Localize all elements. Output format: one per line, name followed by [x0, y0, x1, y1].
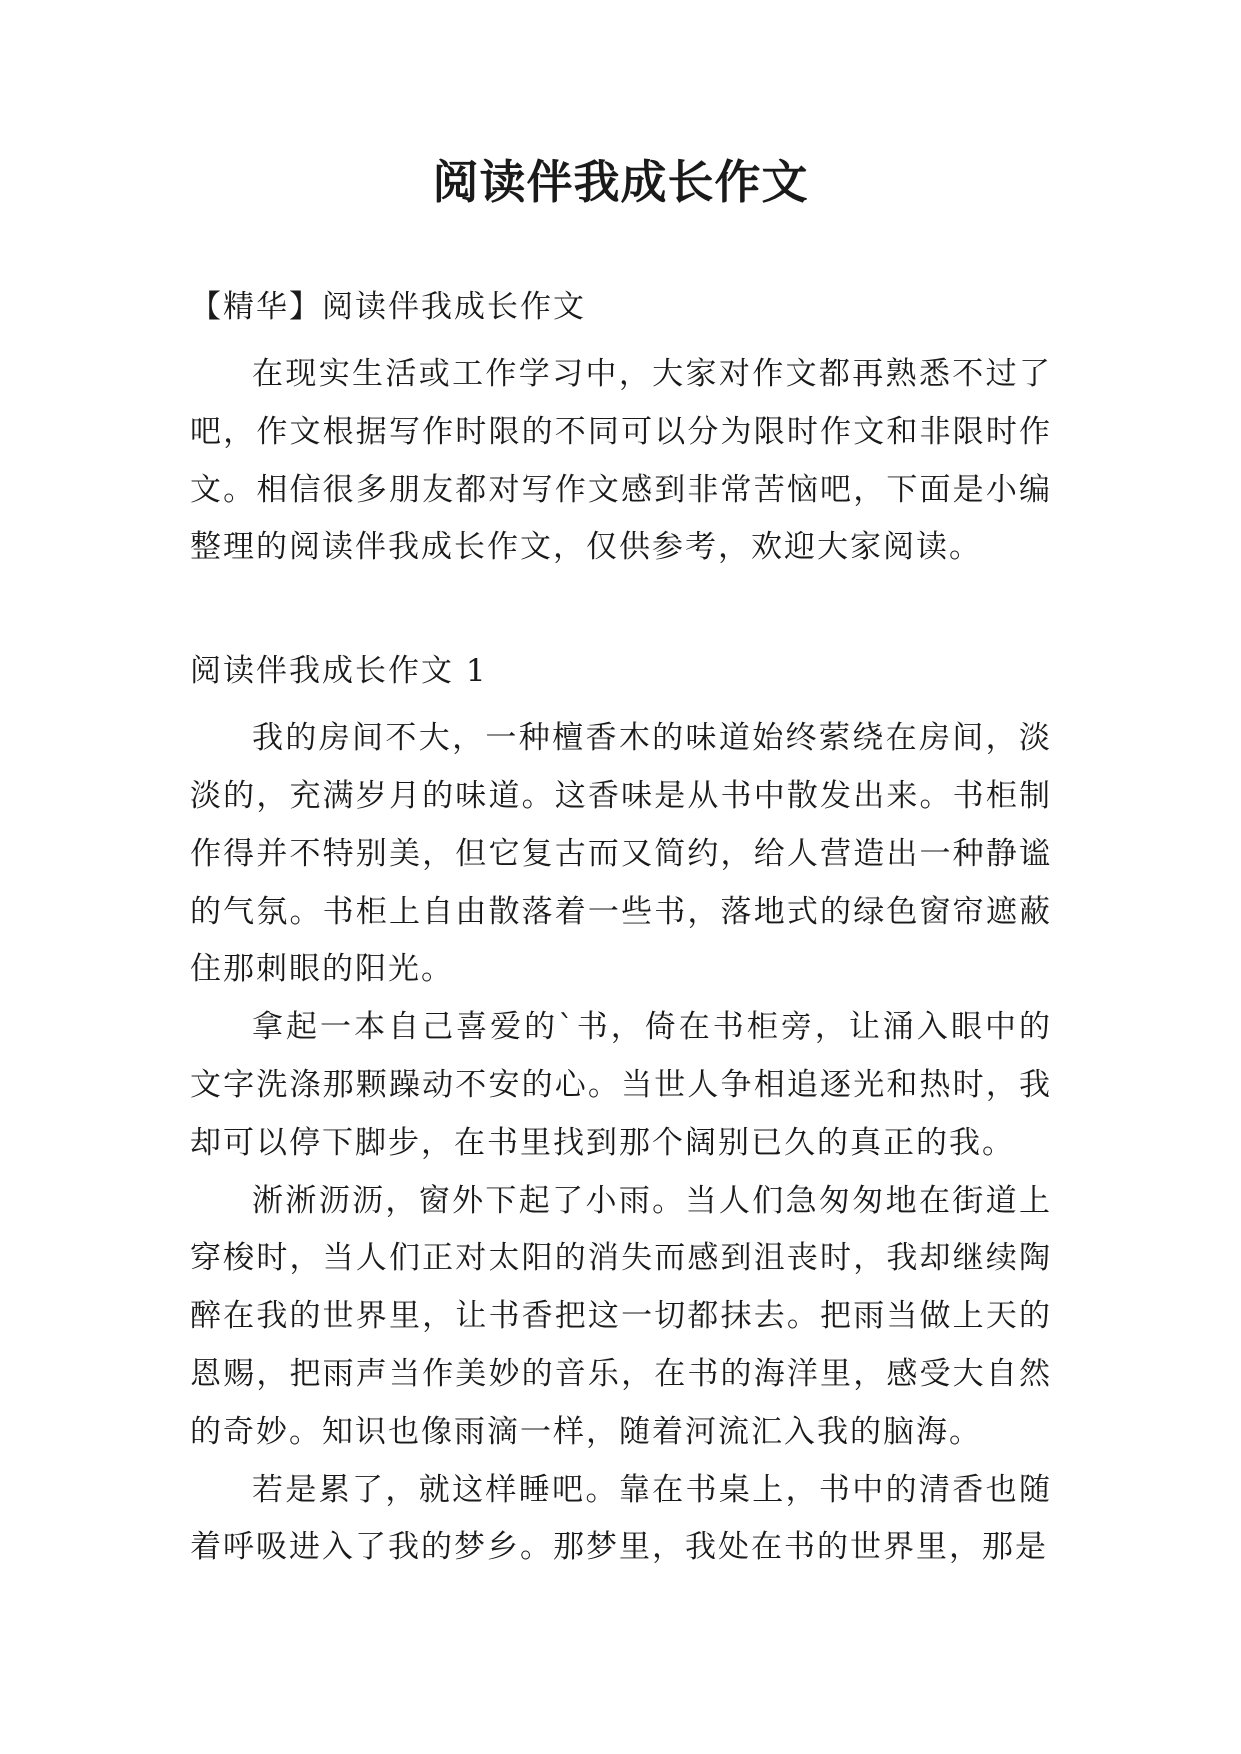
body-paragraph: 我的房间不大，一种檀香木的味道始终萦绕在房间，淡淡的，充满岁月的味道。这香味是从书中散发出来。书柜制作得并不特别美，但它复古而又简约，给人营造出一种静谧的气氛。书柜上自由散落着一些书，落地式的绿色窗帘遮蔽住那刺眼的阳光。: [190, 720, 1052, 988]
page-title: 阅读伴我成长作文: [432, 155, 809, 209]
intro-paragraph: 在现实生活或工作学习中，大家对作文都再熟悉不过了吧，作文根据写作时限的不同可以分为限时作文和非限时作文。相信很多朋友都对写作文感到非常苦恼吧，下面是小编整理的阅读伴我成长作文，仅供参考，欢迎大家阅读。: [190, 356, 1052, 566]
article-label: 【精华】阅读伴我成长作文: [190, 289, 586, 325]
body-paragraph: 若是累了，就这样睡吧。靠在书桌上，书中的清香也随着呼吸进入了我的梦乡。那梦里，我处在书的世界里，那是: [190, 1471, 1052, 1566]
section-heading: 阅读伴我成长作文 1: [190, 653, 488, 690]
document-body: [190, 285, 1052, 1577]
body-paragraph: 淅淅沥沥，窗外下起了小雨。当人们急匆匆地在街道上穿梭时，当人们正对太阳的消失而感到沮丧时，我却继续陶醉在我的世界里，让书香把这一切都抹去。把雨当做上天的恩赐，把雨声当作美妙的音乐，在书的海洋里，感受大自然的奇妙。知识也像雨滴一样，随着河流汇入我的脑海。: [190, 1182, 1052, 1450]
body-paragraph: 拿起一本自己喜爱的`书，倚在书柜旁，让涌入眼中的文字洗涤那颗躁动不安的心。当世人争相追逐光和热时，我却可以停下脚步，在书里找到那个阔别已久的真正的我。: [190, 1009, 1052, 1161]
